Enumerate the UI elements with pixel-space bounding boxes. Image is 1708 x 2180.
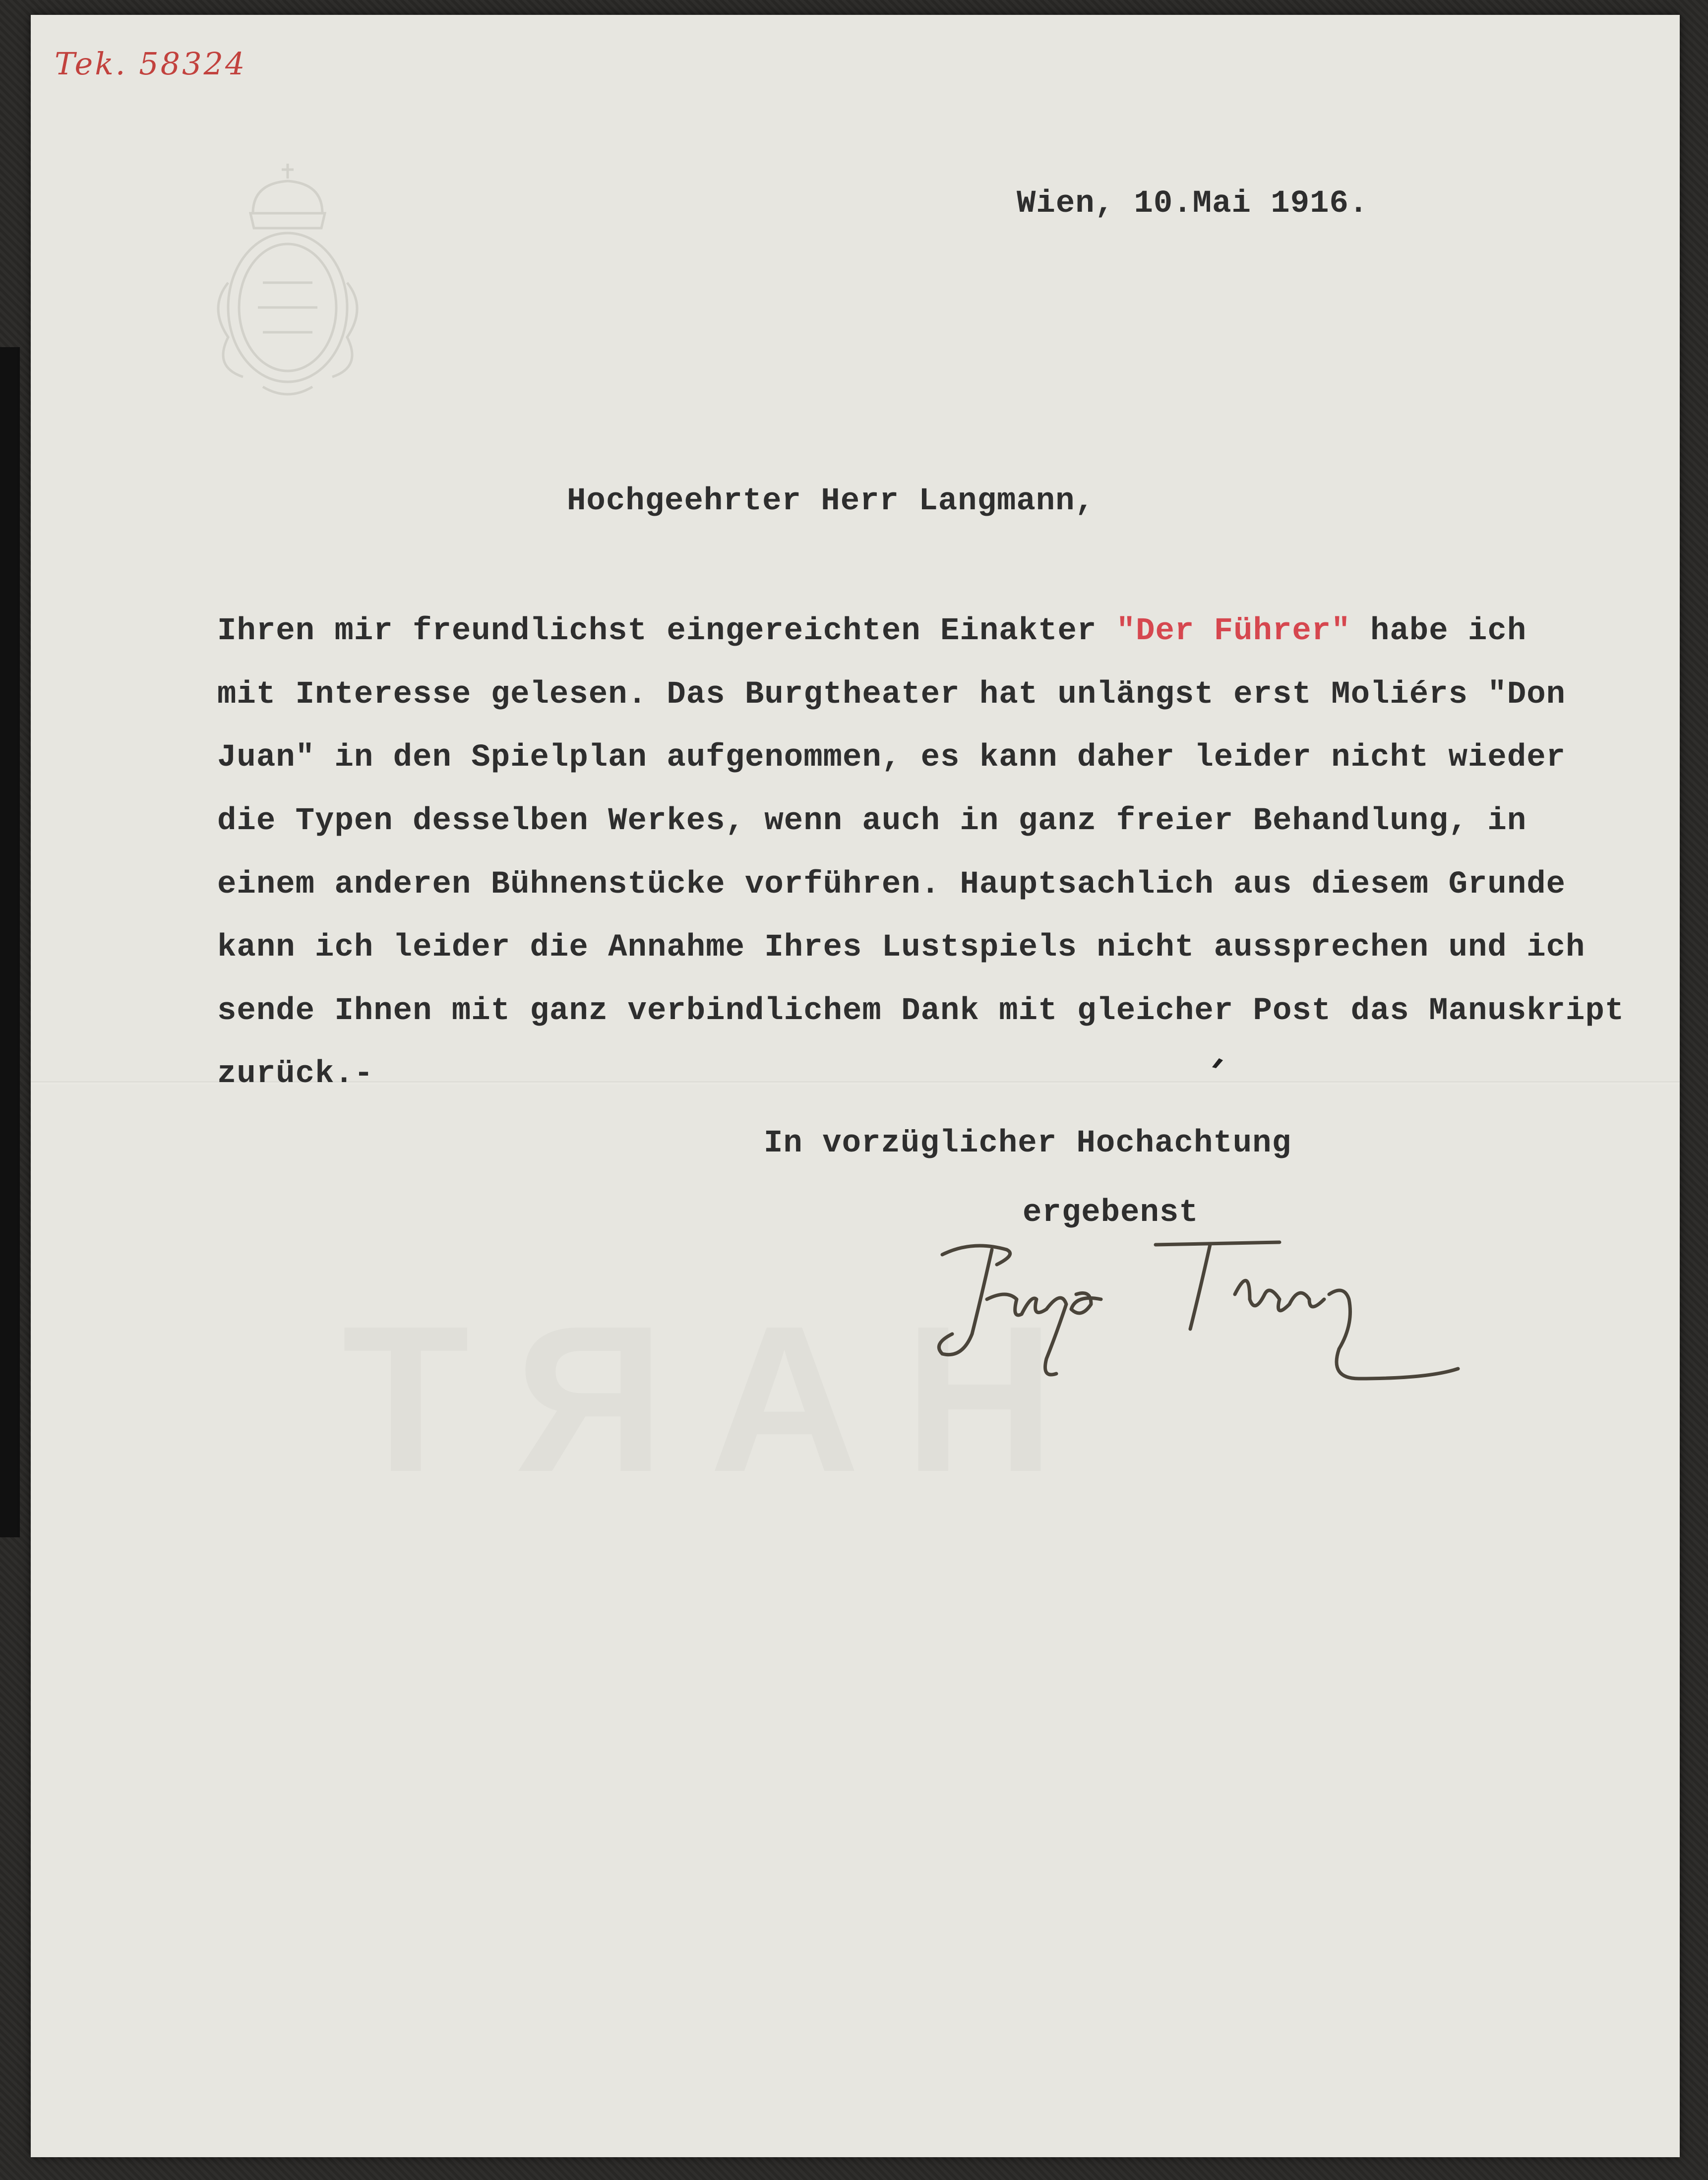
bleed-through-text: HART bbox=[298, 1283, 1055, 1515]
body-line-1: Ihren mir freundlichst eingereichten Einakter "Der Führer" habe ich bbox=[217, 613, 1527, 649]
binder-edge bbox=[0, 347, 20, 1537]
embossed-crest-icon bbox=[188, 159, 387, 407]
body-line-7: sende Ihnen mit ganz verbindlichem Dank mit gleicher Post das Manuskript bbox=[217, 993, 1625, 1029]
body-line-6: kann ich leider die Annahme Ihres Lustspiels nicht aussprechen und ich bbox=[217, 930, 1586, 966]
ink-mark bbox=[1210, 1055, 1225, 1070]
play-title: "Der Führer" bbox=[1116, 613, 1351, 649]
body-line-5: einem anderen Bühnenstücke vorführen. Hauptsachlich aus diesem Grunde bbox=[217, 867, 1566, 903]
regards: ergebenst bbox=[1023, 1195, 1199, 1231]
body-line-3: Juan" in den Spielplan aufgenommen, es kann daher leider nicht wieder bbox=[217, 740, 1566, 776]
letter-date: Wien, 10.Mai 1916. bbox=[1017, 186, 1369, 222]
body-line-2: mit Interesse gelesen. Das Burgtheater hat unlängst erst Moliérs "Don bbox=[217, 677, 1566, 713]
body-line-8: zurück.- bbox=[217, 1056, 374, 1092]
salutation: Hochgeehrter Herr Langmann, bbox=[567, 484, 1095, 519]
closing-phrase: In vorzüglicher Hochachtung bbox=[764, 1126, 1291, 1161]
archive-number: Tek. 58324 bbox=[55, 46, 247, 82]
body-line-4: die Typen desselben Werkes, wenn auch in ganz freier Behandlung, in bbox=[217, 803, 1527, 839]
handwritten-signature bbox=[932, 1235, 1468, 1403]
